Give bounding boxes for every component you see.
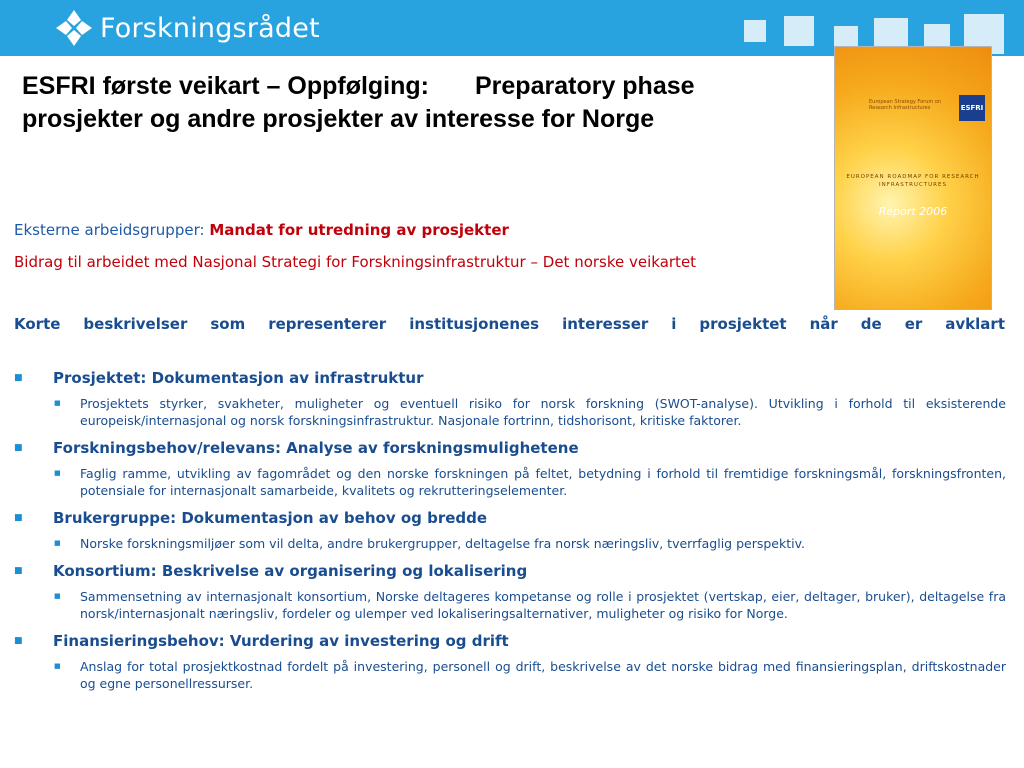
square-bullet-icon: ■	[54, 662, 61, 670]
title-part2: Preparatory phase	[475, 72, 695, 100]
cover-forum-text: European Strategy Forum on Research Infrastructures	[869, 99, 942, 111]
section-heading: Konsortium: Beskrivelse av organisering og lokalisering	[53, 562, 528, 580]
section-item	[14, 632, 1006, 692]
section-text: Faglig ramme, utvikling av fagområdet og den norske forskningen på feltet, betydning i forhold til fremtidige forskningsmål, forskningsfronten, potensiale for internasjonalt samarbeide, kvalitets og rekrutteringselementer.	[80, 466, 1006, 498]
intro-line1	[14, 221, 509, 239]
square-bullet-icon: ■	[14, 513, 23, 523]
esfri-logo-box: ESFRI	[959, 95, 985, 121]
section-text: Sammensetning av internasjonalt konsortium, Norske deltageres kompetanse og rolle i prosjektet (vertskap, eier, deltager, bruker), deltagelse fra norsk/internasjonalt næringsliv, fordeler og ulemper ved lokaliseringsalternativer, muligheter og risiko for Norge.	[80, 589, 1006, 621]
intro-line1-highlight: Mandat for utredning av prosjekter	[209, 221, 509, 239]
title-part1: ESFRI første veikart – Oppfølging:	[22, 72, 429, 100]
square-bullet-icon: ■	[54, 399, 61, 407]
esfri-report-cover	[834, 46, 992, 310]
square-bullet-icon: ■	[54, 469, 61, 477]
korte-beskrivelser: Korte beskrivelser som representerer institusjonenes interesser i prosjektet når de er avklart	[14, 315, 1005, 333]
square-bullet-icon: ■	[14, 636, 23, 646]
section-item	[14, 439, 1006, 499]
section-text: Anslag for total prosjektkostnad fordelt på investering, personell og drift, beskrivelse av det norske bidrag med finansieringsplan, driftskostnader og egne personellressurser.	[80, 659, 1006, 691]
section-heading: Prosjektet: Dokumentasjon av infrastruktur	[53, 369, 424, 387]
page-title	[22, 70, 822, 136]
intro-line2: Bidrag til arbeidet med Nasjonal Strategi for Forskningsinfrastruktur – Det norske veikartet	[14, 253, 697, 271]
title-line2: prosjekter og andre prosjekter av interesse for Norge	[22, 105, 655, 133]
square-bullet-icon: ■	[54, 539, 61, 547]
square-bullet-icon: ■	[14, 443, 23, 453]
square-bullet-icon: ■	[54, 592, 61, 600]
section-item	[14, 562, 1006, 622]
logo-text: Forskningsrådet	[100, 12, 320, 44]
forskningsradet-logo-icon	[54, 8, 94, 48]
section-text: Prosjektets styrker, svakheter, muligheter og eventuell risiko for norsk forskning (SWOT-analyse). Utvikling i forhold til eksisterende europeisk/internasjonal og norsk forskningsinfrastruktur. Nasjonale fortrinn, tidshorisont, kritiske faktorer.	[80, 396, 1006, 428]
section-heading: Forskningsbehov/relevans: Analyse av forskningsmulighetene	[53, 439, 579, 457]
section-item	[14, 369, 1006, 429]
square-bullet-icon: ■	[14, 373, 23, 383]
cover-roadmap-text: EUROPEAN ROADMAP FOR RESEARCH INFRASTRUCTURES	[846, 174, 980, 188]
logo[interactable]	[54, 10, 320, 46]
section-text: Norske forskningsmiljøer som vil delta, andre brukergrupper, deltagelse fra norsk næringsliv, tverrfaglig perspektiv.	[80, 536, 805, 551]
section-heading: Finansieringsbehov: Vurdering av investering og drift	[53, 632, 509, 650]
intro-line1-prefix: Eksterne arbeidsgrupper:	[14, 221, 205, 239]
cover-report-text: Report 2006	[878, 205, 948, 218]
section-item	[14, 509, 1006, 552]
section-heading: Brukergruppe: Dokumentasjon av behov og bredde	[53, 509, 488, 527]
section-list	[14, 369, 1006, 692]
square-bullet-icon: ■	[14, 566, 23, 576]
